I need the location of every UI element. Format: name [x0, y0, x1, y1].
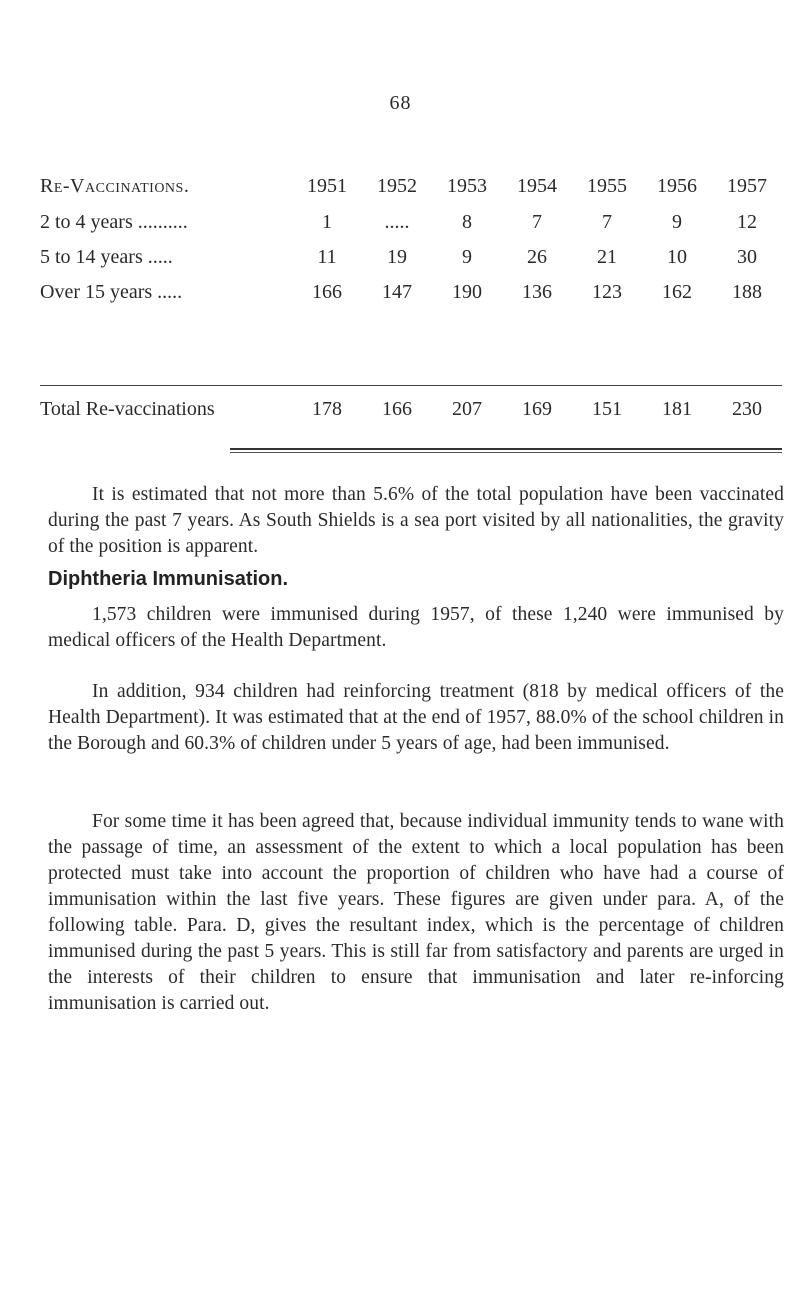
- revaccination-table: [40, 168, 782, 310]
- table-cell: .....: [384, 210, 410, 233]
- year-header: 1955: [587, 174, 627, 197]
- total-label: Total Re-vaccinations: [40, 398, 215, 420]
- table-header-label: Re-Vaccinations.: [40, 174, 190, 197]
- page-number: 68: [389, 92, 412, 114]
- total-cell: 230: [732, 398, 762, 420]
- section-heading: Diphtheria Immunisation.: [48, 568, 289, 590]
- paragraph-text: In addition, 934 children had reinforcing treatment (818 by medical officers of the Health Department). It was estimated that at the end of 1957, 88.0% of the school children in the Borough and 60.3% of children under 5 years of age, had been immunised.: [48, 681, 784, 754]
- paragraph-immunity-assessment: [48, 809, 784, 1017]
- row-label: 5 to 14 years .....: [40, 246, 173, 268]
- total-double-rule: [230, 452, 782, 453]
- paragraph-reinforcing-treatment: [48, 679, 784, 757]
- year-header: 1957: [727, 174, 767, 197]
- table-cell: 12: [737, 210, 757, 233]
- total-cell: 178: [312, 398, 342, 420]
- table-cell: 21: [597, 246, 617, 268]
- paragraph-text: It is estimated that not more than 5.6% of the total population have been vaccinated during the past 7 years. As South Shields is a sea port visited by all nationalities, the gravity of the position is apparent.: [48, 484, 784, 557]
- table-cell: 147: [382, 281, 412, 303]
- row-label: 2 to 4 years ..........: [40, 210, 188, 233]
- table-cell: 30: [737, 246, 757, 268]
- year-header: 1952: [377, 174, 417, 197]
- revaccination-table-grid: [40, 168, 782, 310]
- total-cell: 181: [662, 398, 692, 420]
- table-cell: 11: [317, 246, 337, 268]
- table-row: [40, 240, 782, 275]
- table-cell: 188: [732, 281, 762, 303]
- table-cell: 9: [462, 246, 472, 268]
- table-cell: 19: [387, 246, 407, 268]
- table-cell: 9: [672, 210, 682, 233]
- paragraph-text: For some time it has been agreed that, because individual immunity tends to wane with the passage of time, an assessment of the extent to which a local population has been protected must take into account the proportion of children who have had a course of immunisation within the last five years. These figures are given under para. A, of the following table. Para. D, gives the resultant index, which is the percentage of children immunised during the past 5 years. This is still far from satisfactory and parents are urged in the interests of their children to ensure that immunisation and later re-inforcing immunisation is carried out.: [48, 811, 784, 1014]
- table-cell: 10: [667, 246, 687, 268]
- total-cell: 207: [452, 398, 482, 420]
- table-cell: 162: [662, 281, 692, 303]
- total-cell: 169: [522, 398, 552, 420]
- table-cell: 7: [602, 210, 612, 233]
- year-header: 1951: [307, 174, 347, 197]
- table-cell: 190: [452, 281, 482, 303]
- table-cell: 136: [522, 281, 552, 303]
- table-cell: 8: [462, 210, 472, 233]
- total-cell: 166: [382, 398, 412, 420]
- table-divider: [40, 385, 782, 386]
- table-cell: 26: [527, 246, 547, 268]
- paragraph-text: 1,573 children were immunised during 1957, of these 1,240 were immunised by medical officers of the Health Department.: [48, 604, 784, 651]
- total-double-rule: [230, 448, 782, 450]
- table-cell: 1: [322, 210, 332, 233]
- table-row: [40, 204, 782, 240]
- paragraph-vaccination-estimate: [48, 482, 784, 560]
- table-cell: 166: [312, 281, 342, 303]
- paragraph-immunised-count: [48, 602, 784, 654]
- table-cell: 123: [592, 281, 622, 303]
- row-label: Over 15 years .....: [40, 281, 183, 303]
- table-header-row: [40, 168, 782, 204]
- year-header: 1953: [447, 174, 487, 197]
- table-row: [40, 275, 782, 310]
- total-row: [40, 398, 782, 421]
- total-cell: 151: [592, 398, 622, 420]
- table-cell: 7: [532, 210, 542, 233]
- year-header: 1956: [657, 174, 697, 197]
- year-header: 1954: [517, 174, 557, 197]
